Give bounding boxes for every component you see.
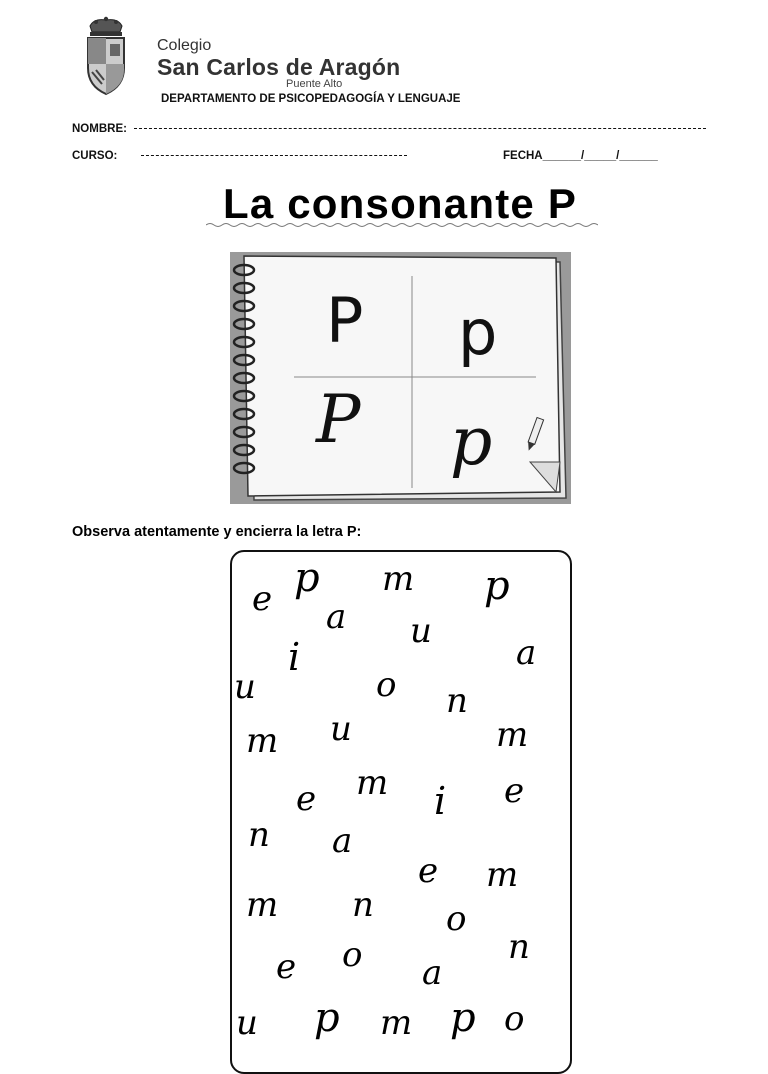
letter-item[interactable]: m xyxy=(356,763,389,803)
letter-item[interactable]: e xyxy=(418,851,439,891)
letter-item[interactable]: e xyxy=(252,579,273,619)
curso-row xyxy=(72,150,407,162)
nombre-field[interactable] xyxy=(134,128,706,129)
notebook-letter-upper-print: P xyxy=(326,284,364,357)
worksheet-title: La consonante P xyxy=(222,180,578,227)
school-crest-logo xyxy=(80,16,132,96)
fecha-row xyxy=(503,150,658,162)
curso-field[interactable] xyxy=(141,155,407,156)
letter-search-box xyxy=(230,550,572,1074)
letter-item[interactable]: u xyxy=(236,1003,258,1043)
letter-item[interactable]: a xyxy=(422,953,443,993)
notebook-letter-lower-cursive: p xyxy=(450,403,493,480)
letter-item[interactable]: a xyxy=(516,633,537,673)
letter-item[interactable]: o xyxy=(446,899,467,939)
letter-item[interactable]: o xyxy=(376,665,397,705)
letter-item[interactable]: p xyxy=(294,555,320,601)
letter-item[interactable]: i xyxy=(434,779,447,823)
fecha-field[interactable]: ______/_____/______ xyxy=(542,150,658,162)
letter-item[interactable]: u xyxy=(410,611,432,651)
nombre-row xyxy=(72,123,706,135)
letter-item[interactable]: m xyxy=(496,715,529,755)
letter-item[interactable]: e xyxy=(276,947,297,987)
letter-item[interactable]: n xyxy=(508,927,530,967)
notebook-illustration xyxy=(230,252,571,504)
department-name: DEPARTAMENTO DE PSICOPEDAGOGÍA Y LENGUAJE xyxy=(161,93,461,105)
school-name: San Carlos de Aragón xyxy=(157,54,401,80)
letter-item[interactable]: n xyxy=(446,681,468,721)
letter-item[interactable]: m xyxy=(382,559,415,599)
letter-item[interactable]: p xyxy=(450,995,476,1041)
letter-item[interactable]: a xyxy=(326,597,347,637)
letter-item[interactable]: m xyxy=(486,855,519,895)
school-location: Puente Alto xyxy=(286,78,343,90)
letter-item[interactable]: p xyxy=(484,563,510,609)
letter-item[interactable]: n xyxy=(352,885,374,925)
letter-item[interactable]: m xyxy=(380,1003,413,1043)
letter-item[interactable]: a xyxy=(332,821,353,861)
letter-item[interactable]: o xyxy=(342,935,363,975)
letter-item[interactable]: m xyxy=(246,885,279,925)
fecha-label: FECHA xyxy=(503,150,543,162)
nombre-label: NOMBRE: xyxy=(72,123,127,135)
notebook-letter-lower-print: p xyxy=(458,296,498,369)
letter-item[interactable]: e xyxy=(296,779,317,819)
school-prefix: Colegio xyxy=(157,37,212,54)
notebook-letter-upper-cursive: P xyxy=(316,381,361,458)
instruction-text: Observa atentamente y encierra la letra P: xyxy=(72,524,362,540)
letter-item[interactable]: m xyxy=(246,721,279,761)
letter-item[interactable]: n xyxy=(248,815,270,855)
letter-item[interactable]: o xyxy=(504,999,525,1039)
letter-item[interactable]: e xyxy=(504,771,525,811)
letter-item[interactable]: u xyxy=(330,709,352,749)
letter-item[interactable]: u xyxy=(234,667,256,707)
title-underline xyxy=(206,222,598,228)
curso-label: CURSO: xyxy=(72,150,118,162)
letter-item[interactable]: i xyxy=(288,635,301,679)
letter-item[interactable]: p xyxy=(314,995,340,1041)
